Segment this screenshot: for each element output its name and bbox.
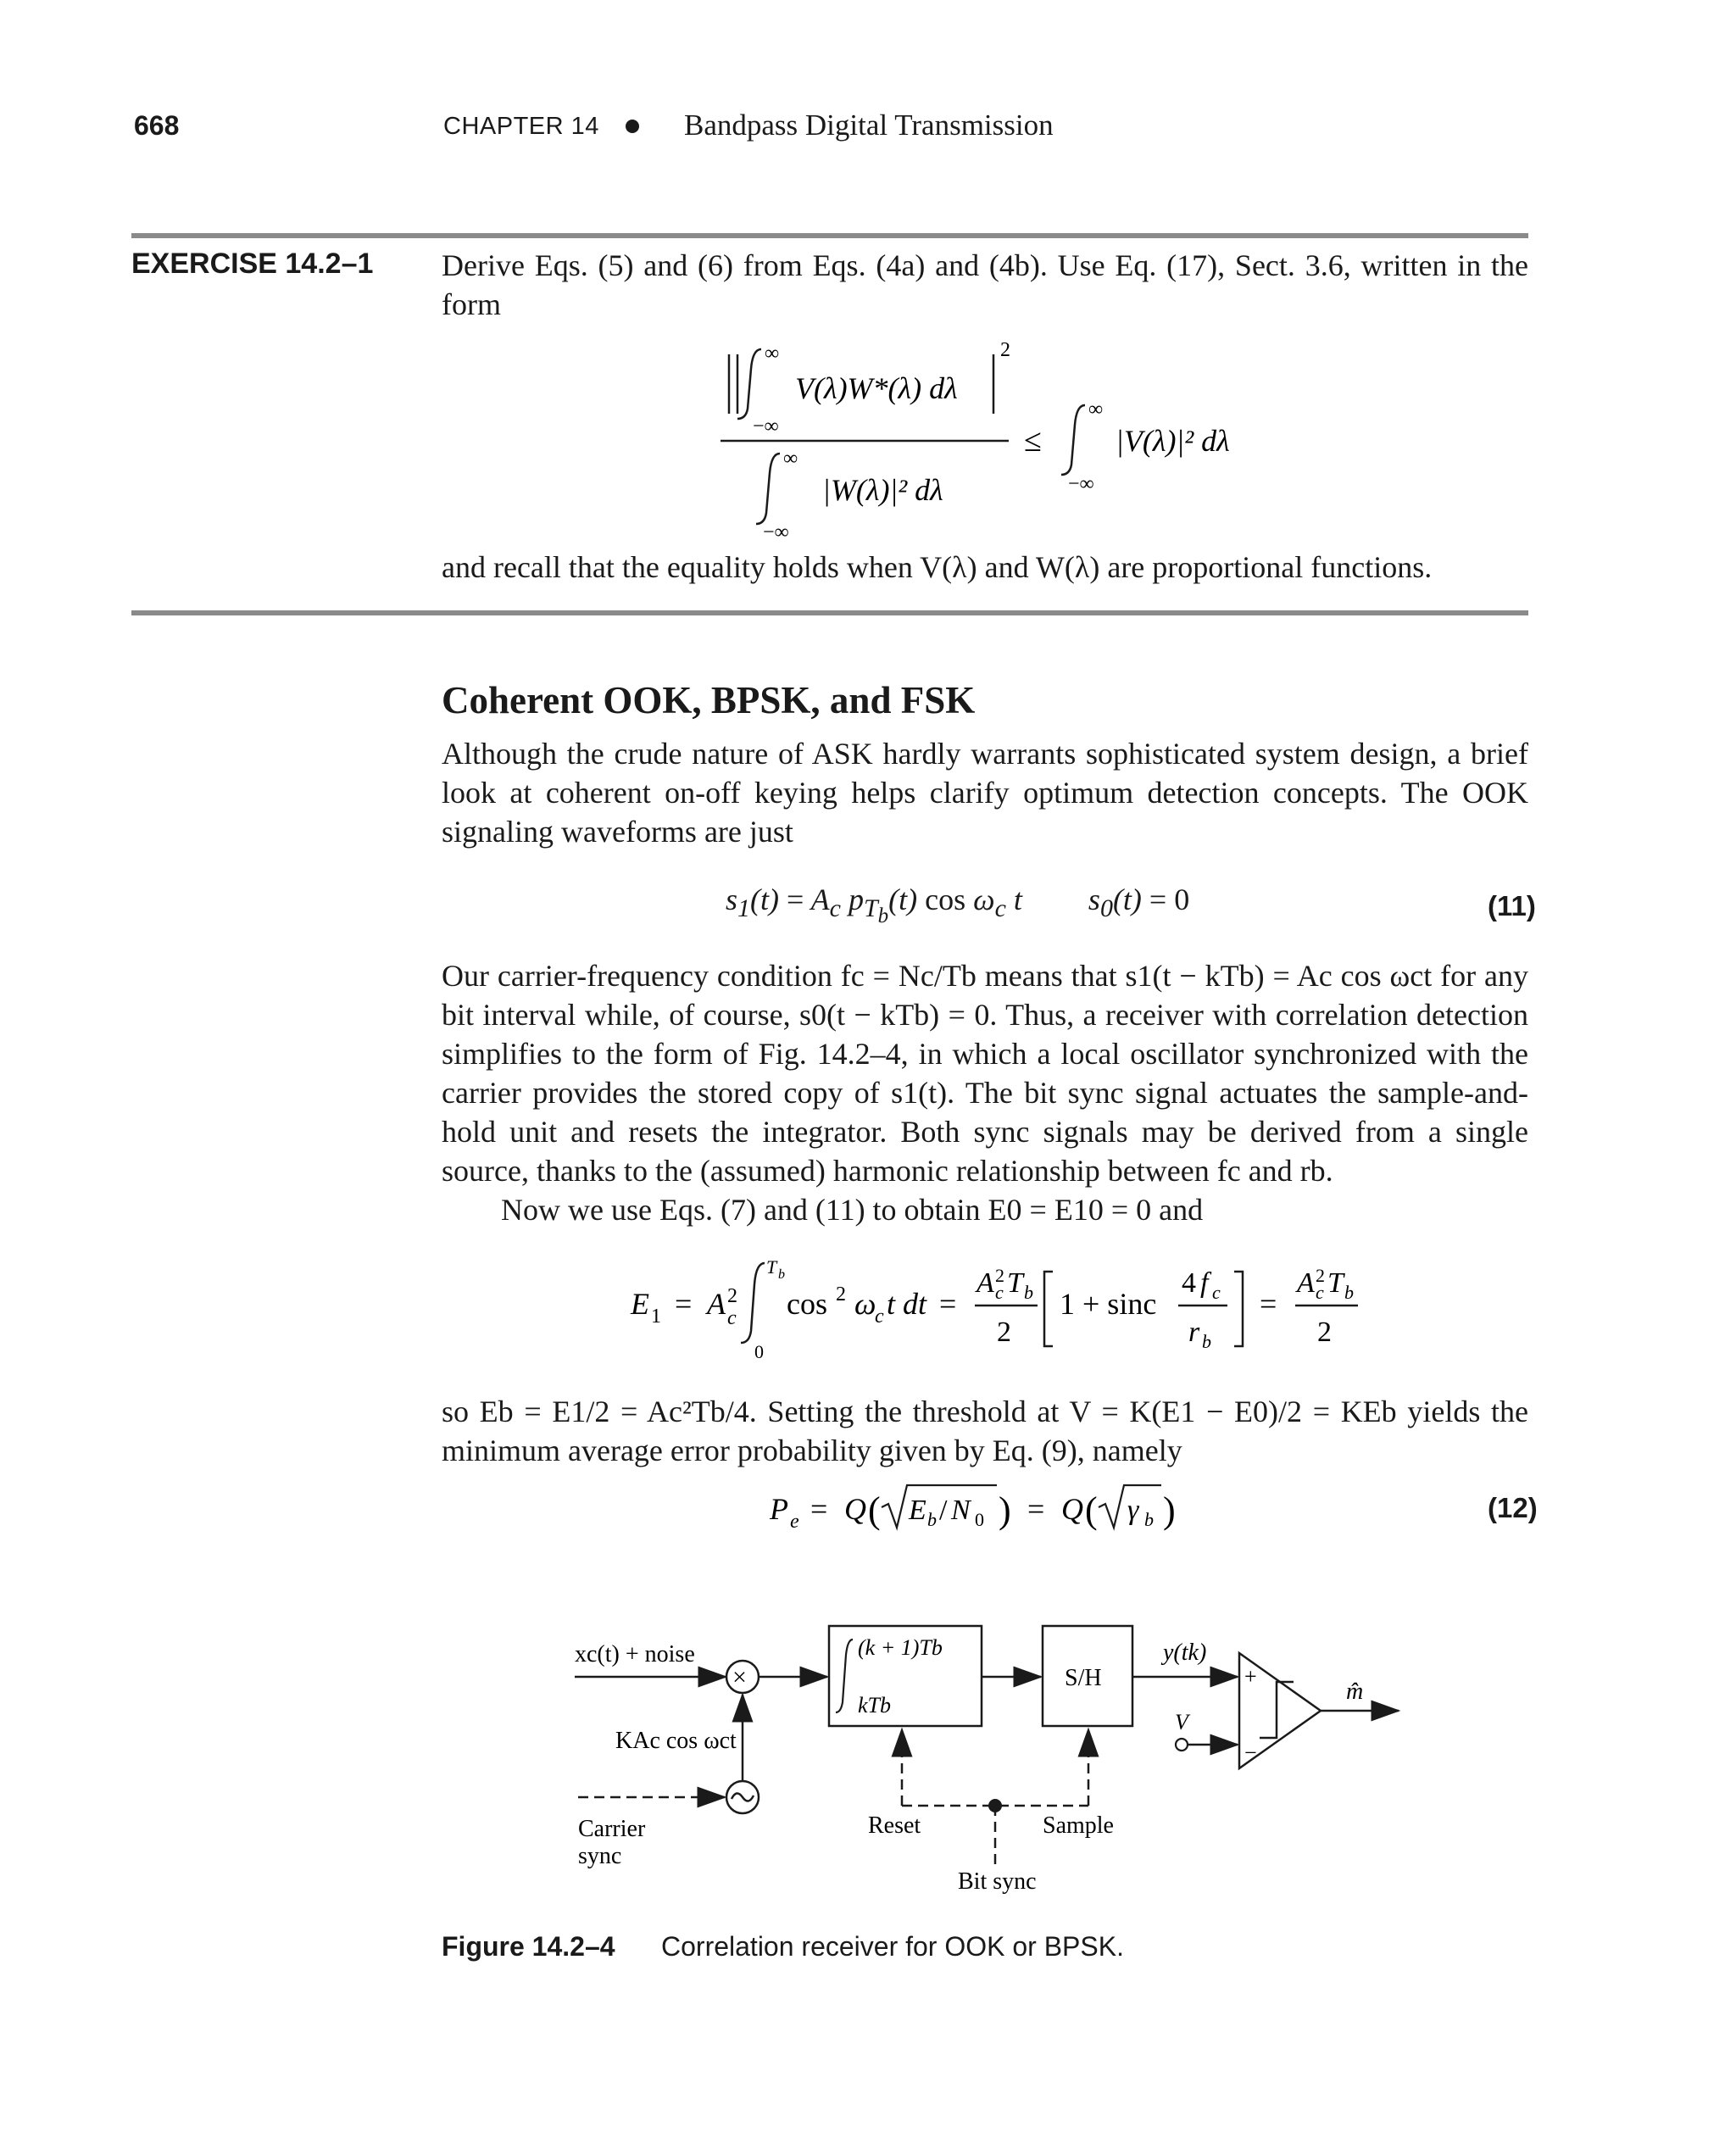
sample-label: Sample <box>1043 1812 1114 1839</box>
svg-text:f: f <box>1200 1267 1209 1299</box>
page-number: 668 <box>134 110 180 141</box>
paragraph-intro: Although the crude nature of ASK hardly warrants sophisticated system design, a brief look at coherent on-off keying helps clarify optimum detection concepts. The OOK signaling waveforms are just <box>442 737 1528 849</box>
svg-text:/: / <box>939 1495 948 1526</box>
reset-label: Reset <box>868 1812 921 1839</box>
svg-text:0: 0 <box>754 1341 764 1362</box>
carrier-sync-label-1: Carrier <box>578 1816 646 1842</box>
svg-text:T: T <box>1007 1267 1023 1299</box>
exercise-intro: Derive Eqs. (5) and (6) from Eqs. (4a) and (4b). Use Eq. (17), Sect. 3.6, written in the form <box>442 248 1528 321</box>
svg-text:c: c <box>1316 1282 1324 1303</box>
svg-text:(: ( <box>1085 1489 1098 1531</box>
svg-text:b: b <box>1202 1331 1211 1352</box>
exercise-bottom-rule <box>131 610 1528 615</box>
equation-11: $s_1(t) = A_c$ $p_{T_b}(t)$ $\cos \omega_c$ t $s_0(t) = 0$ <box>726 882 1190 928</box>
denominator-integrand: |W(λ)|² dλ <box>822 473 943 507</box>
svg-text:=: = <box>939 1287 957 1321</box>
rhs-upper-limit: ∞ <box>1088 398 1104 420</box>
exercise-top-rule <box>131 233 1528 238</box>
cauchy-schwarz-inequality <box>712 331 1288 543</box>
svg-text:2: 2 <box>997 1317 1011 1348</box>
carrier-sync-label-2: sync <box>578 1843 622 1869</box>
figure-caption-text: Correlation receiver for OOK or BPSK. <box>661 1931 1124 1962</box>
figure-caption-label: Figure 14.2–4 <box>442 1931 615 1962</box>
svg-text:2: 2 <box>1316 1265 1325 1286</box>
threshold-terminal <box>1176 1739 1188 1751</box>
svg-text:T: T <box>1327 1267 1344 1299</box>
num-upper-limit: ∞ <box>765 342 780 365</box>
comparator-minus: − <box>1244 1740 1257 1765</box>
bit-sync-label: Bit sync <box>958 1868 1037 1895</box>
svg-text:b: b <box>1024 1282 1033 1303</box>
svg-text:): ) <box>1163 1489 1176 1531</box>
rhs-lower-limit: −∞ <box>1068 473 1094 495</box>
svg-text:2: 2 <box>1317 1317 1332 1348</box>
svg-text:b: b <box>1144 1509 1154 1530</box>
svg-text:b: b <box>778 1267 785 1282</box>
svg-text:0: 0 <box>975 1509 984 1530</box>
rhs-integrand: |V(λ)|² dλ <box>1116 424 1230 458</box>
equation-12 <box>763 1475 1238 1543</box>
equation-12-number: (12) <box>1488 1492 1538 1523</box>
comparator-plus: + <box>1244 1664 1257 1689</box>
svg-text:): ) <box>999 1489 1011 1531</box>
svg-text:b: b <box>927 1509 937 1530</box>
running-title: Bandpass Digital Transmission <box>684 109 1054 142</box>
svg-text:P: P <box>770 1492 788 1526</box>
svg-text:2: 2 <box>836 1283 846 1306</box>
svg-text:ω: ω <box>854 1287 876 1321</box>
svg-text:c: c <box>1212 1282 1221 1303</box>
svg-text:r: r <box>1188 1317 1200 1348</box>
svg-text:c: c <box>995 1282 1004 1303</box>
header-bullet <box>626 120 639 133</box>
num-lower-limit: −∞ <box>753 415 779 437</box>
equation-e1 <box>619 1246 1382 1365</box>
integrator-lower-limit: kTb <box>858 1693 891 1718</box>
svg-text:T: T <box>766 1256 777 1278</box>
equation-11-number: (11) <box>1488 890 1536 921</box>
svg-text:=: = <box>810 1492 828 1526</box>
svg-text:γ: γ <box>1127 1495 1139 1526</box>
svg-text:e: e <box>790 1511 799 1533</box>
exercise-closing: and recall that the equality holds when V(λ) and W(λ) are proportional functions. <box>442 550 1433 584</box>
svg-text:=: = <box>1027 1492 1045 1526</box>
den-lower-limit: −∞ <box>763 521 789 543</box>
svg-text:A: A <box>976 1267 994 1299</box>
oscillator-label: KAc cos ωct <box>615 1728 737 1754</box>
less-equal-sign: ≤ <box>1024 423 1042 459</box>
svg-text:b: b <box>1344 1282 1354 1303</box>
paragraph-energy: Now we use Eqs. (7) and (11) to obtain E0 = E10 = 0 and <box>501 1193 1204 1227</box>
svg-text:1 + sinc: 1 + sinc <box>1060 1287 1157 1321</box>
svg-text:c: c <box>727 1307 737 1329</box>
exercise-label: EXERCISE 14.2–1 <box>131 248 374 280</box>
svg-text:E: E <box>909 1495 926 1526</box>
output-sample-label: y(tk) <box>1163 1640 1207 1666</box>
svg-text:Q: Q <box>1061 1492 1083 1526</box>
paragraph-carrier: Our carrier-frequency condition fc = Nc/Tb means that s1(t − kTb) = Ac cos ωct for any bit interval while, of course, s0(t − kTb) = 0. Thus, a receiver with correlation detection simplifies to the form of Fig. 14.2–4, in which a local oscillator synchronized with the carrier provides the stored copy of s1(t). The bit sync signal actuates the sample-and-hold unit and resets the integrator. Both sync signals may be derived from a single source, thanks to the (assumed) harmonic relationship between fc and rb. <box>442 959 1528 1188</box>
multiplier-symbol: × <box>732 1663 747 1691</box>
svg-text:A: A <box>1297 1267 1315 1299</box>
svg-text:A: A <box>707 1287 726 1321</box>
svg-text:E: E <box>631 1287 649 1321</box>
integrator-upper-limit: (k + 1)Tb <box>858 1635 943 1660</box>
svg-text:Q: Q <box>844 1492 866 1526</box>
sample-hold-label: S/H <box>1065 1665 1102 1691</box>
svg-text:t dt: t dt <box>887 1287 927 1321</box>
den-upper-limit: ∞ <box>783 448 798 470</box>
svg-text:=: = <box>675 1287 693 1321</box>
svg-text:cos: cos <box>787 1287 827 1321</box>
numerator-integrand: V(λ)W*(λ) dλ <box>795 371 958 405</box>
correlation-receiver-diagram <box>559 1594 1424 1899</box>
svg-text:4: 4 <box>1182 1267 1196 1299</box>
svg-text:=: = <box>1260 1287 1277 1321</box>
svg-text:c: c <box>875 1306 884 1328</box>
svg-text:(: ( <box>868 1489 881 1531</box>
decision-label: m̂ <box>1346 1679 1364 1705</box>
numerator-exponent: 2 <box>1000 339 1010 361</box>
svg-text:2: 2 <box>727 1285 737 1307</box>
section-heading: Coherent OOK, BPSK, and FSK <box>442 679 976 721</box>
svg-text:2: 2 <box>995 1265 1004 1286</box>
chapter-label: CHAPTER 14 <box>443 113 599 140</box>
paragraph-threshold: so Eb = E1/2 = Ac²Tb/4. Setting the threshold at V = K(E1 − E0)/2 = KEb yields the minimum average error probability given by Eq. (9), namely <box>442 1395 1528 1467</box>
input-label: xc(t) + noise <box>575 1641 695 1667</box>
svg-text:N: N <box>951 1495 971 1526</box>
svg-text:1: 1 <box>651 1306 661 1328</box>
threshold-label: V <box>1175 1710 1188 1734</box>
